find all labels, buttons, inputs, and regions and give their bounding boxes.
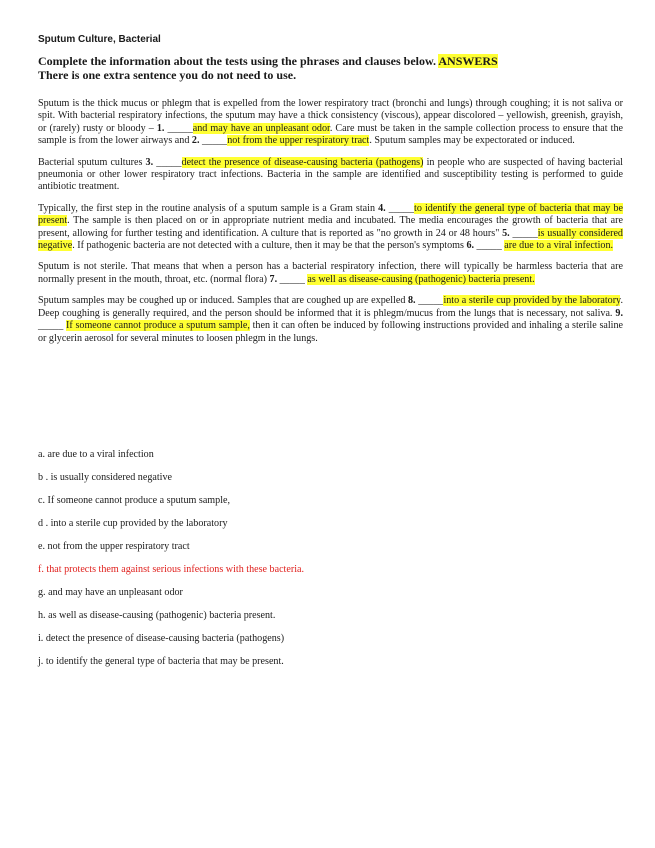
passage-text: Bacterial sputum cultures bbox=[38, 156, 146, 168]
passage-paragraph bbox=[38, 295, 623, 345]
passage-text: _____ bbox=[415, 295, 444, 307]
blank-number: 6. bbox=[466, 240, 475, 252]
blank-number: 4. bbox=[378, 202, 386, 214]
passage-text: . The sample is then placed on or in appropriate nutrient media and incubated. The media encourages the growth of bacteria that are present, allowing for further testing and identification. A culture that is reported as "no growth in 24 or 48 hours" bbox=[38, 215, 623, 239]
passage-paragraph bbox=[38, 261, 623, 286]
option-item: a. are due to a viral infection bbox=[38, 449, 154, 460]
passage-text: Sputum samples may be coughed up or induced. Samples that are coughed up are expelled bbox=[38, 295, 408, 307]
passage-text: Sputum is the thick mucus or phlegm that is expelled from the lower respiratory tract (bronchi and lungs) through coughing; it is not saliva or spit. With bacterial respiratory infections, the sputum may have a thick consistency (viscous), appear discolored – yellowish, greenish, grayish, or (rarely) rusty or bloody – bbox=[38, 98, 623, 134]
passage-text: _____ bbox=[474, 240, 505, 252]
passage-text: . Care must be taken in the sample collection process to ensure that the sample is from the lower airways and bbox=[38, 122, 623, 147]
passage-text: _____ bbox=[164, 122, 193, 134]
passage-text: . If pathogenic bacteria are not detected with a culture, then it may be that the person's symptoms bbox=[72, 240, 467, 252]
answer-highlight: to identify the general type of bacteria that may be present bbox=[38, 202, 623, 227]
document-title: Sputum Culture, Bacterial bbox=[38, 34, 161, 45]
option-item: h. as well as disease-causing (pathogenic) bacteria present. bbox=[38, 610, 276, 621]
instructions-text: Complete the information about the tests using the phrases and clauses below. bbox=[38, 54, 439, 68]
option-item: e. not from the upper respiratory tract bbox=[38, 541, 190, 552]
passage-text: _____ bbox=[199, 135, 228, 147]
option-item-extra: f. that protects them against serious infections with these bacteria. bbox=[38, 564, 305, 575]
passage-text: Sputum is not sterile. That means that when a person has a bacterial respiratory infection, there will typically be harmless bacteria that are normally present in the mouth, throat, etc. (normal flora) bbox=[38, 261, 623, 285]
answer-highlight: is usually considered negative bbox=[38, 227, 623, 252]
answer-highlight: detect the presence of disease-causing bacteria (pathogens) bbox=[181, 156, 424, 168]
options-list bbox=[38, 449, 623, 679]
blank-number: 7. bbox=[269, 273, 278, 285]
answer-highlight: If someone cannot produce a sputum sample, bbox=[66, 320, 250, 332]
answer-highlight: into a sterile cup provided by the laboratory bbox=[443, 295, 621, 307]
passage-paragraph bbox=[38, 98, 623, 148]
option-item: b . is usually considered negative bbox=[38, 472, 172, 483]
passage-text: _____ bbox=[277, 273, 308, 285]
passage-text: Typically, the first step in the routine analysis of a sputum sample is a Gram stain bbox=[38, 202, 379, 214]
passage-text: _____ bbox=[509, 227, 538, 239]
instructions-line-1 bbox=[38, 54, 623, 68]
option-item: g. and may have an unpleasant odor bbox=[38, 587, 183, 598]
passage-text: . Deep coughing is generally required, and the person should be informed that it is phlegm/mucus from the lungs that is necessary, not saliva. bbox=[38, 295, 623, 319]
passage-text: in people who are suspected of having bacterial pneumonia or other lower respiratory tract infections. Bacteria in the sample are identified and susceptibility testing is performed to guide antibiotic treatment. bbox=[38, 156, 623, 193]
option-item: c. If someone cannot produce a sputum sample, bbox=[38, 495, 231, 506]
blank-number: 8. bbox=[408, 295, 416, 307]
passage-text: _____ bbox=[385, 202, 415, 214]
option-item: d . into a sterile cup provided by the laboratory bbox=[38, 518, 228, 529]
blank-number: 2. bbox=[191, 135, 200, 147]
passage-text: _____ bbox=[153, 156, 182, 168]
instructions-line-2: There is one extra sentence you do not need to use. bbox=[38, 68, 297, 82]
passage bbox=[38, 98, 623, 354]
blank-number: 5. bbox=[502, 227, 510, 239]
passage-text: _____ bbox=[38, 320, 66, 332]
blank-number: 1. bbox=[156, 122, 165, 134]
answers-label: ANSWERS bbox=[438, 54, 498, 68]
answer-highlight: as well as disease-causing (pathogenic) bacteria present. bbox=[307, 273, 535, 285]
blank-number: 3. bbox=[145, 156, 154, 168]
answer-highlight: are due to a viral infection. bbox=[504, 240, 614, 252]
answer-highlight: not from the upper respiratory tract bbox=[227, 135, 370, 147]
passage-paragraph bbox=[38, 203, 623, 253]
answer-highlight: and may have an unpleasant odor bbox=[192, 122, 330, 134]
instructions bbox=[38, 54, 623, 82]
passage-text: then it can often be induced by following instructions provided and inhaling a sterile saline or glycerin aerosol for several minutes to loosen phlegm in the lungs. bbox=[38, 320, 624, 344]
option-item: j. to identify the general type of bacteria that may be present. bbox=[38, 656, 284, 667]
passage-paragraph bbox=[38, 157, 623, 194]
option-item: i. detect the presence of disease-causing bacteria (pathogens) bbox=[38, 633, 285, 644]
passage-text: . Sputum samples may be expectorated or induced. bbox=[369, 135, 575, 147]
blank-number: 9. bbox=[615, 307, 623, 319]
